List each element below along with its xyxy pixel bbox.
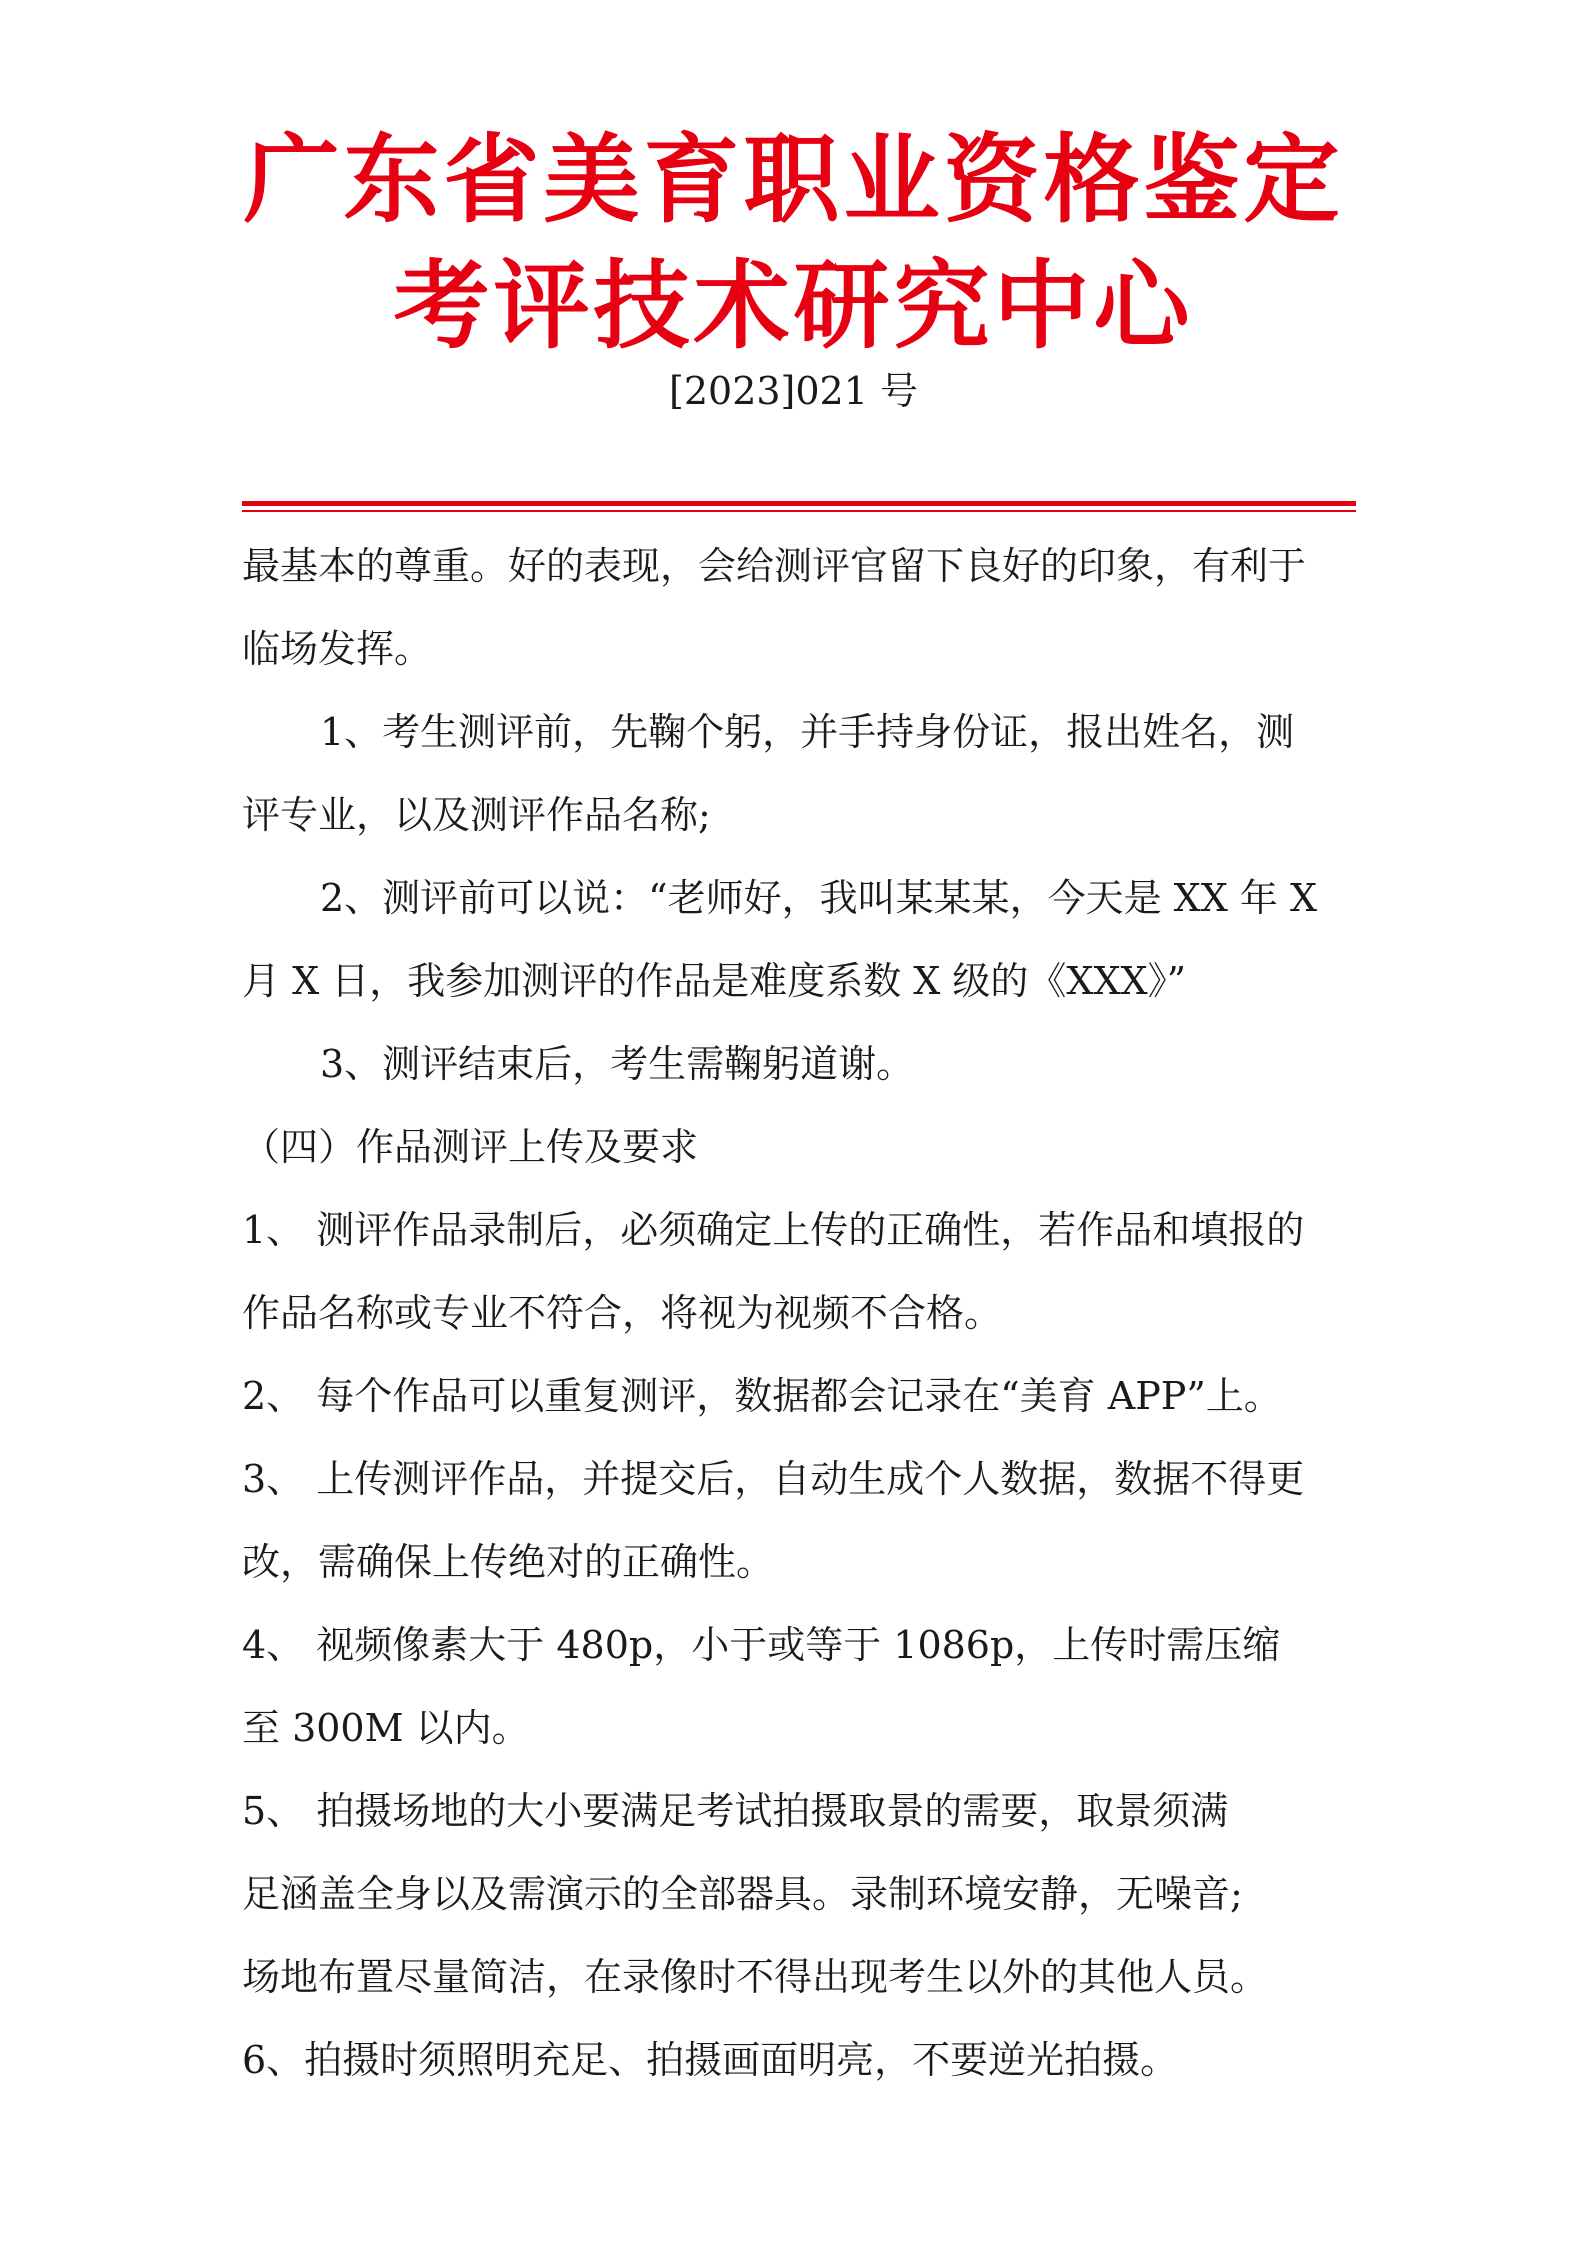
header-title-line-1: 广东省美育职业资格鉴定 bbox=[243, 124, 1344, 236]
paragraph-line: 2、 每个作品可以重复测评，数据都会记录在“美育 APP”上。 bbox=[242, 1374, 1282, 1418]
paragraph-line: 最基本的尊重。好的表现，会给测评官留下良好的印象，有利于 bbox=[242, 544, 1307, 588]
body-text bbox=[242, 525, 1356, 2102]
paragraph-line: 1、 测评作品录制后，必须确定上传的正确性，若作品和填报的 bbox=[242, 1208, 1305, 1252]
paragraph-line: 5、 拍摄场地的大小要满足考试拍摄取景的需要，取景须满 bbox=[242, 1789, 1229, 1833]
paragraph-line: 改，需确保上传绝对的正确性。 bbox=[242, 1540, 775, 1584]
header-divider-thick bbox=[242, 501, 1356, 506]
paragraph-line: 评专业，以及测评作品名称; bbox=[242, 793, 711, 837]
section-heading: （四）作品测评上传及要求 bbox=[242, 1125, 699, 1169]
header-divider-thin bbox=[242, 510, 1356, 512]
header-title-line-2: 考评技术研究中心 bbox=[393, 250, 1194, 362]
paragraph-line: 3、测评结束后，考生需鞠躬道谢。 bbox=[320, 1042, 915, 1086]
paragraph-line: 6、拍摄时须照明充足、拍摄画面明亮，不要逆光拍摄。 bbox=[242, 2038, 1179, 2082]
document-number: [2023]021 号 bbox=[669, 369, 918, 413]
paragraph-line: 月 X 日，我参加测评的作品是难度系数 X 级的《XXX》” bbox=[242, 959, 1187, 1003]
paragraph-line: 4、 视频像素大于 480p，小于或等于 1086p，上传时需压缩 bbox=[242, 1623, 1281, 1667]
paragraph-line: 至 300M 以内。 bbox=[242, 1706, 530, 1750]
paragraph-line: 3、 上传测评作品，并提交后，自动生成个人数据，数据不得更 bbox=[242, 1457, 1305, 1501]
paragraph-line: 2、测评前可以说：“老师好，我叫某某某，今天是 XX 年 X bbox=[320, 876, 1318, 920]
paragraph-line: 场地布置尽量简洁，在录像时不得出现考生以外的其他人员。 bbox=[242, 1955, 1269, 1999]
paragraph-line: 1、考生测评前，先鞠个躬，并手持身份证，报出姓名，测 bbox=[320, 710, 1295, 754]
paragraph-line: 作品名称或专业不符合，将视为视频不合格。 bbox=[242, 1291, 1003, 1335]
paragraph-line: 临场发挥。 bbox=[242, 627, 433, 671]
paragraph-line: 足涵盖全身以及需演示的全部器具。录制环境安静，无噪音; bbox=[242, 1872, 1243, 1916]
